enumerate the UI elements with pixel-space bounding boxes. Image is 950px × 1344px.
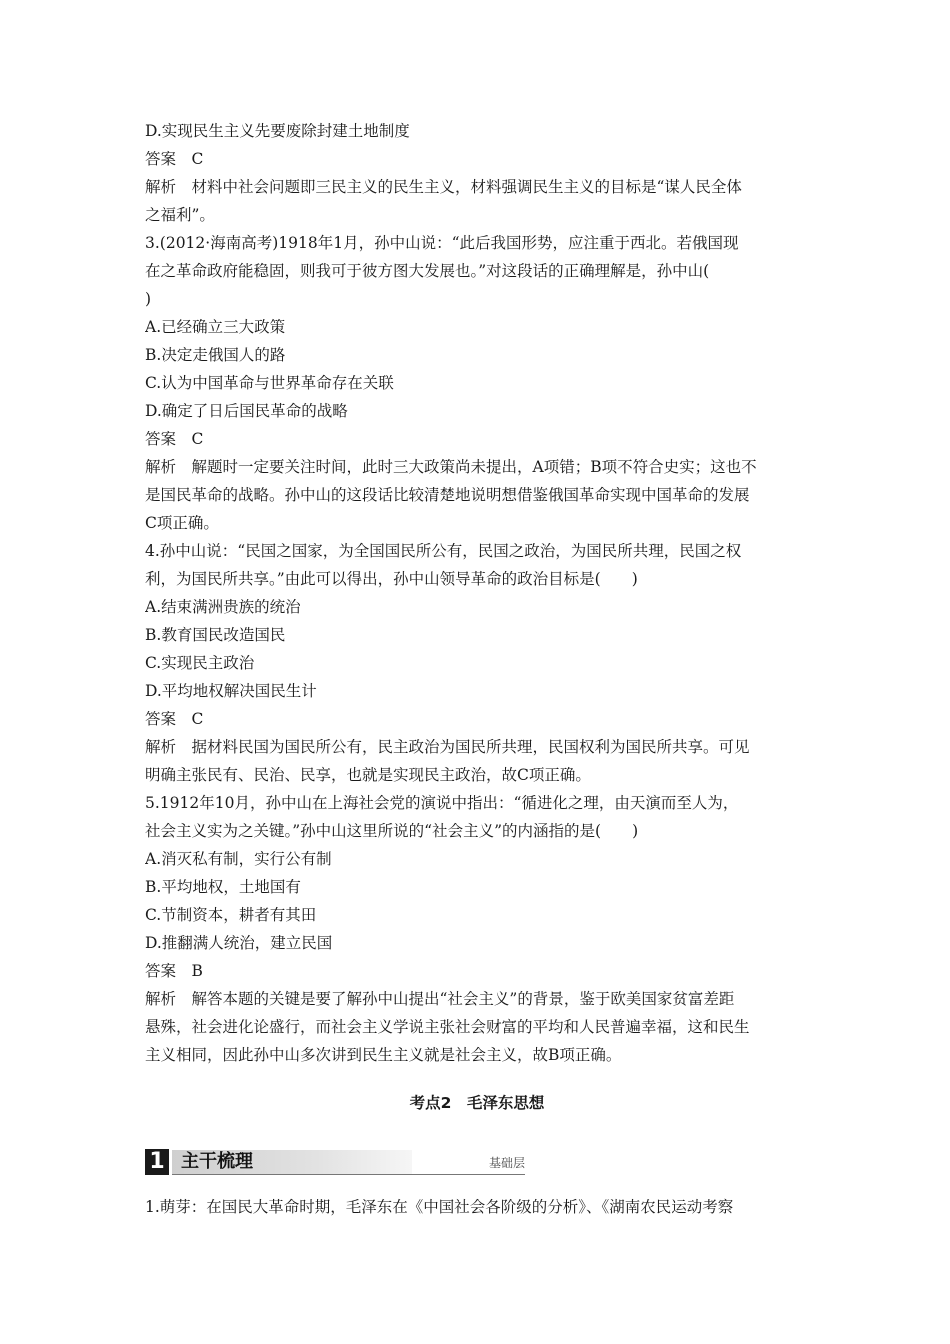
text-line: 5.1912年10月，孙中山在上海社会党的演说中指出：“循进化之理，由天演而至人为， — [145, 794, 739, 812]
text-line: 社会主义实为之关键。”孙中山这里所说的“社会主义”的内涵指的是( ) — [145, 822, 639, 840]
text-line: C.节制资本，耕者有其田 — [145, 906, 317, 924]
text-line: D.推翻满人统治，建立民国 — [145, 934, 333, 952]
text-line: B.决定走俄国人的路 — [145, 346, 286, 364]
text-line: ) — [145, 290, 152, 308]
text-line: C.实现民主政治 — [145, 654, 255, 672]
banner-level-label: 基础层 — [488, 1156, 525, 1170]
text-line: 1.萌芽：在国民大革命时期，毛泽东在《中国社会各阶级的分析》、《湖南农民运动考察 — [145, 1198, 734, 1216]
text-line: D.实现民生主义先要废除封建土地制度 — [145, 122, 410, 140]
text-line: 答案 C — [145, 150, 204, 168]
text-line: D.确定了日后国民革命的战略 — [145, 402, 348, 420]
text-line: 解析 解答本题的关键是要了解孙中山提出“社会主义”的背景，鉴于欧美国家贫富差距 — [145, 990, 735, 1008]
banner-underline — [172, 1174, 525, 1175]
banner-number: 1 — [145, 1149, 169, 1175]
text-line: A.消灭私有制，实行公有制 — [145, 850, 332, 868]
text-line: 悬殊，社会进化论盛行，而社会主义学说主张社会财富的平均和人民普遍幸福，这和民生 — [145, 1018, 750, 1036]
text-line: D.平均地权解决国民生计 — [145, 682, 317, 700]
text-line: 之福利”。 — [145, 206, 215, 224]
text-line: A.结束满洲贵族的统治 — [145, 598, 301, 616]
text-line: 4.孙中山说：“民国之国家，为全国国民所公有，民国之政治，为国民所共理，民国之权 — [145, 542, 742, 560]
text-line: B.教育国民改造国民 — [145, 626, 286, 644]
text-line: 利，为国民所共享。”由此可以得出，孙中山领导革命的政治目标是( ) — [145, 570, 638, 588]
text-line: 解析 材料中社会问题即三民主义的民生主义，材料强调民生主义的目标是“谋人民全体 — [145, 178, 742, 196]
text-line: 明确主张民有、民治、民享，也就是实现民主政治，故C项正确。 — [145, 766, 591, 784]
text-line: 3.(2012·海南高考)1918年1月，孙中山说：“此后我国形势，应注重于西北。若俄国现 — [145, 234, 739, 252]
text-line: 答案 B — [145, 962, 203, 980]
section-heading: 考点2 毛泽东思想 — [409, 1094, 545, 1112]
text-line: 是国民革命的战略。孙中山的这段话比较清楚地说明想借鉴俄国革命实现中国革命的发展 — [145, 486, 750, 504]
text-line: 主义相同，因此孙中山多次讲到民生主义就是社会主义，故B项正确。 — [145, 1046, 622, 1064]
text-line: 解析 据材料民国为国民所公有，民主政治为国民所共理，民国权利为国民所共享。可见 — [145, 738, 750, 756]
text-line: 答案 C — [145, 710, 204, 728]
text-line: C项正确。 — [145, 514, 219, 532]
section-banner — [145, 1149, 525, 1175]
text-line: 答案 C — [145, 430, 204, 448]
text-line: 解析 解题时一定要关注时间，此时三大政策尚未提出，A项错；B项不符合史实；这也不 — [145, 458, 757, 476]
banner-title: 主干梳理 — [181, 1151, 253, 1172]
text-line: 在之革命政府能稳固，则我可于彼方图大发展也。”对这段话的正确理解是，孙中山( — [145, 262, 710, 280]
text-line: C.认为中国革命与世界革命存在关联 — [145, 374, 394, 392]
text-line: A.已经确立三大政策 — [145, 318, 286, 336]
text-line: B.平均地权，土地国有 — [145, 878, 301, 896]
